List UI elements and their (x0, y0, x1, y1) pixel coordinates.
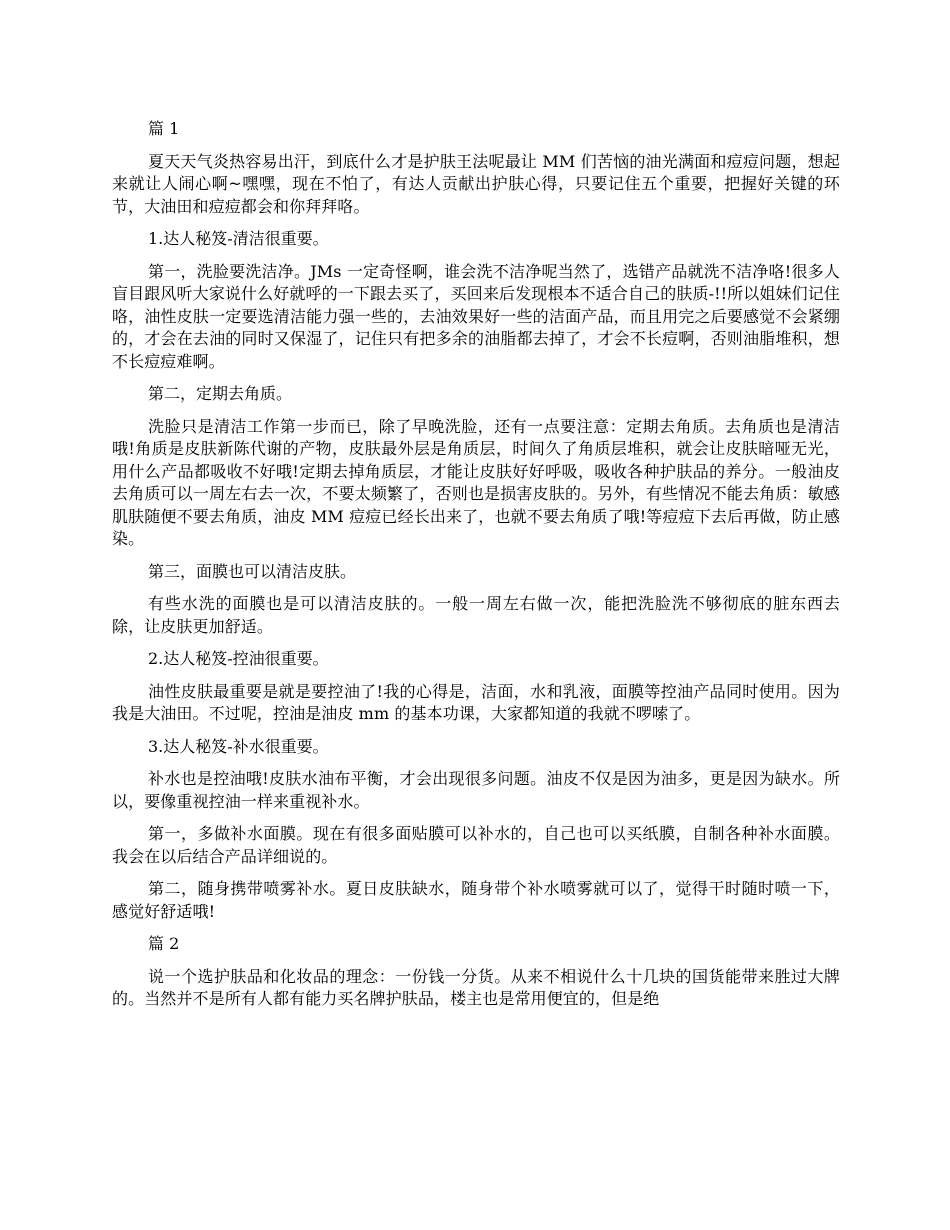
subheading-exfoliate: 第二，定期去角质。 (148, 384, 293, 403)
paragraph-wash-face: 第一，洗脸要洗洁净。JMs 一定奇怪啊，谁会洗不洁净呢当然了，选错产品就洗不洁净咯!很多人盲目跟风听大家说什么好就呼的一下跟去买了，买回来后发现根本不适合自己的肤质-!!所以姐妹们记住咯，油性皮肤一定要选清洁能力强一些的，去油效果好一些的洁面产品，而且用完之后要感觉不会紧绷的，才会在去油的同时又保湿了，记住只有把多余的油脂都去掉了，才会不长痘啊，否则油脂堆积，想不长痘痘难啊。 (112, 261, 840, 371)
paragraph-oil-control: 油性皮肤最重要是就是要控油了!我的心得是，洁面，水和乳液，面膜等控油产品同时使用。因为我是大油田。不过呢，控油是油皮 mm 的基本功课，大家都知道的我就不啰嗦了。 (112, 681, 840, 723)
paragraph-hydration: 补水也是控油哦!皮肤水油布平衡，才会出现很多问题。油皮不仅是因为油多，更是因为缺水。所以，要像重视控油一样来重视补水。 (112, 769, 840, 811)
document-page (112, 118, 840, 1021)
paragraph-exfoliate: 洗脸只是清洁工作第一步而已，除了早晚洗脸，还有一点要注意：定期去角质。去角质也是清洁哦!角质是皮肤新陈代谢的产物，皮肤最外层是角质层，时间久了角质层堆积，就会让皮肤暗哑无光，用什么产品都吸收不好哦!定期去掉角质层，才能让皮肤好好呼吸，吸收各种护肤品的养分。一般油皮去角质可以一周左右去一次，不要太频繁了，否则也是损害皮肤的。另外，有些情况不能去角质：敏感肌肤随便不要去角质，油皮 MM 痘痘已经长出来了，也就不要去角质了哦!等痘痘下去后再做，防止感染。 (112, 416, 840, 548)
tip-heading-oil-control: 2.达人秘笈-控油很重要。 (148, 649, 329, 668)
paragraph-hydration-mask: 第一，多做补水面膜。现在有很多面贴膜可以补水的，自己也可以买纸膜，自制各种补水面膜。我会在以后结合产品详细说的。 (112, 824, 840, 866)
tip-heading-cleaning: 1.达人秘笈-清洁很重要。 (148, 229, 329, 248)
paragraph-hydration-spray: 第二，随身携带喷雾补水。夏日皮肤缺水，随身带个补水喷雾就可以了，觉得干时随时喷一下，感觉好舒适哦! (112, 879, 840, 921)
tip-heading-hydration: 3.达人秘笈-补水很重要。 (148, 736, 329, 756)
subheading-mask-cleaning: 第三，面膜也可以清洁皮肤。 (148, 561, 357, 581)
paragraph-mask-cleaning: 有些水洗的面膜也是可以清洁皮肤的。一般一周左右做一次，能把洗脸洗不够彻底的脏东西去除，让皮肤更加舒适。 (112, 594, 840, 636)
section-heading-1: 篇 1 (148, 119, 180, 138)
section-heading-2: 篇 2 (148, 934, 180, 953)
paragraph-intro: 夏天天气炎热容易出汗，到底什么才是护肤王法呢最让 MM 们苦恼的油光满面和痘痘问题，想起来就让人闹心啊~嘿嘿，现在不怕了，有达人贡献出护肤心得，只要记住五个重要，把握好关键的环节，大油田和痘痘都会和你拜拜咯。 (112, 151, 840, 216)
paragraph-section-2: 说一个选护肤品和化妆品的理念：一份钱一分货。从来不相说什么十几块的国货能带来胜过大牌的。当然并不是所有人都有能力买名牌护肤品，楼主也是常用便宜的，但是绝 (112, 966, 840, 1008)
